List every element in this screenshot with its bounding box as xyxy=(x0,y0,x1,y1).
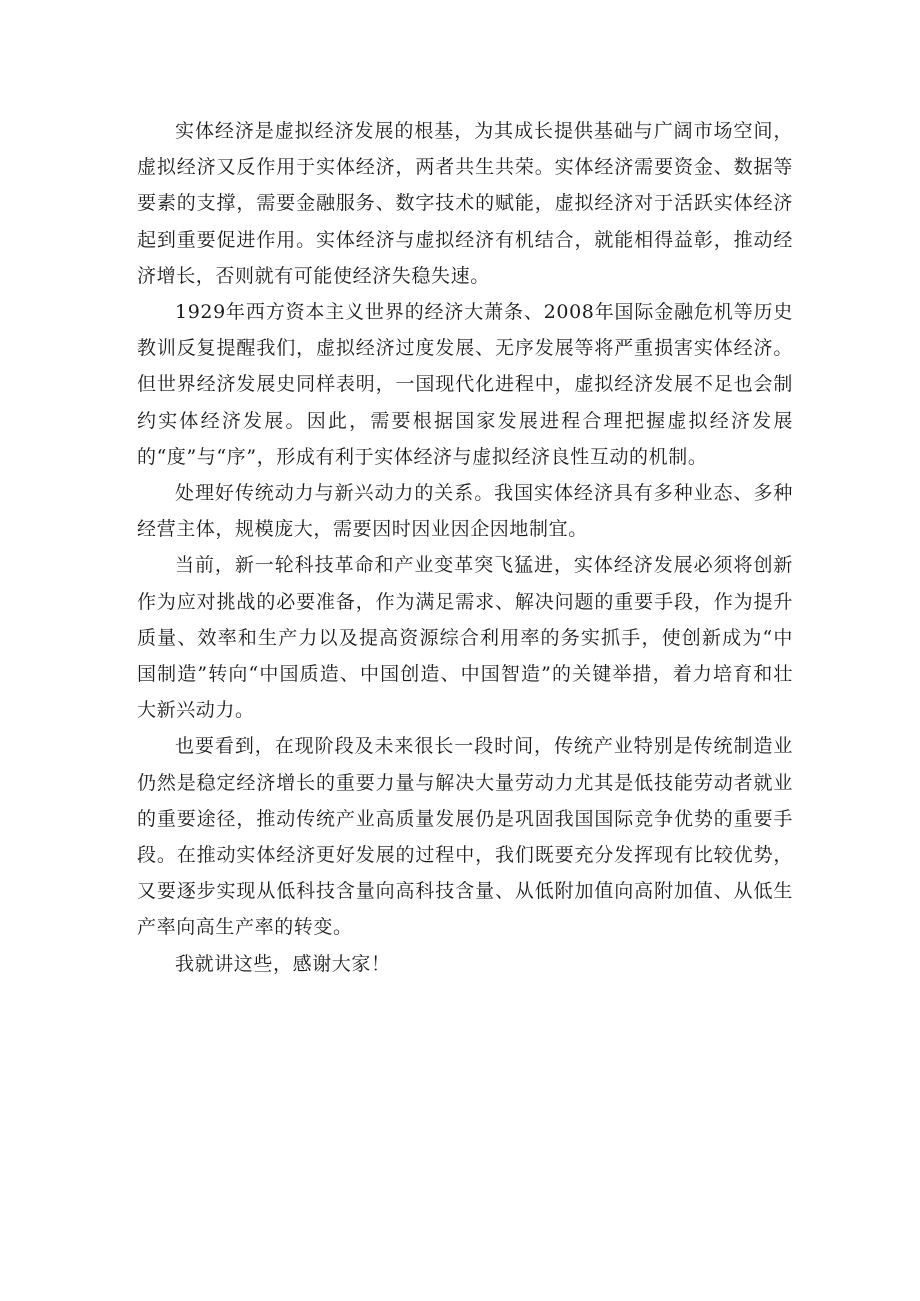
paragraph-history-lessons: 1929年西方资本主义世界的经济大萧条、2008年国际金融危机等历史教训反复提醒我们，虚拟经济过度发展、无序发展等将严重损害实体经济。但世界经济发展史同样表明，一国现代化进程中，虚拟经济发展不足也会制约实体经济发展。因此，需要根据国家发展进程合理把握虚拟经济发展的“度”与“序”，形成有利于实体经济与虚拟经济良性互动的机制。 xyxy=(137,301,793,468)
paragraph-innovation: 当前，新一轮科技革命和产业变革突飞猛进，实体经济发展必须将创新作为应对挑战的必要准备，作为满足需求、解决问题的重要手段，作为提升质量、效率和生产力以及提高资源综合利用率的务实抓手，使创新成为“中国制造”转向“中国质造、中国创造、中国智造”的关键举措，着力培育和壮大新兴动力。 xyxy=(137,554,793,722)
closing-remark: 我就讲这些，感谢大家！ xyxy=(175,952,391,975)
paragraph-traditional-industry: 也要看到，在现阶段及未来很长一段时间，传统产业特别是传统制造业仍然是稳定经济增长的重要力量与解决大量劳动力尤其是低技能劳动者就业的重要途径，推动传统产业高质量发展仍是巩固我国国际竞争优势的重要手段。在推动实体经济更好发展的过程中，我们既要充分发挥现有比较优势，又要逐步实现从低科技含量向高科技含量、从低附加值向高附加值、从低生产率向高生产率的转变。 xyxy=(137,735,793,939)
paragraph-traditional-new-drivers: 处理好传统动力与新兴动力的关系。我国实体经济具有多种业态、多种经营主体，规模庞大，需要因时因业因企因地制宜。 xyxy=(137,482,793,541)
paragraph-real-virtual-economy: 实体经济是虚拟经济发展的根基，为其成长提供基础与广阔市场空间，虚拟经济又反作用于实体经济，两者共生共荣。实体经济需要资金、数据等要素的支撑，需要金融服务、数字技术的赋能，虚拟经济对于活跃实体经济起到重要促进作用。实体经济与虚拟经济有机结合，就能相得益彰，推动经济增长，否则就有可能使经济失稳失速。 xyxy=(137,120,793,287)
document-body xyxy=(137,113,793,982)
